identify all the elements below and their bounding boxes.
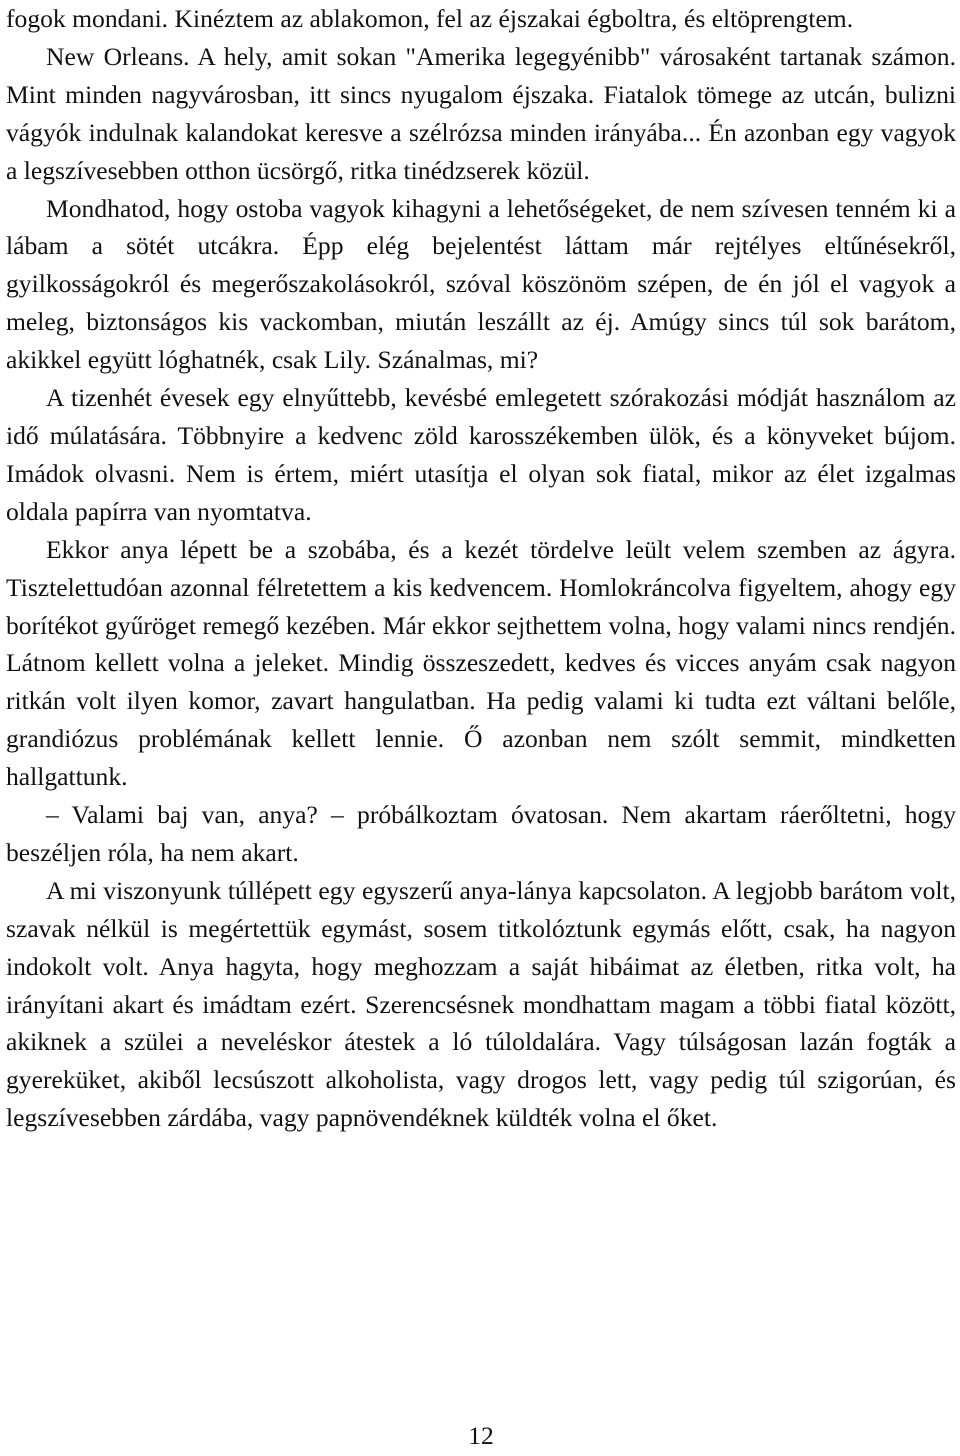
- paragraph-3: Mondhatod, hogy ostoba vagyok kihagyni a lehetőségeket, de nem szívesen tenném ki a lábam a sötét utcákra. Épp elég bejelentést láttam már rejtélyes eltűnésekről, gyilkosságokról és megerőszakolásokról, szóval köszönöm szépen, de én jól el vagyok a meleg, biztonságos kis vackomban, miután leszállt az éj. Amúgy sincs túl sok barátom, akikkel együtt lóghatnék, csak Lily. Szánalmas, mi?: [6, 193, 956, 375]
- paragraph-5: Ekkor anya lépett be a szobába, és a kezét tördelve leült velem szemben az ágyra. Tisztelettudóan azonnal félretettem a kis kedvencem. Homlokráncolva figyeltem, ahogy egy borítékot gyűröget remegő kezében. Már ekkor sejthettem volna, hogy valami nincs rendjén. Látnom kellett volna a jeleket. Mindig összeszedett, kedves és vicces anyám csak nagyon ritkán volt ilyen komor, zavart hangulatban. Ha pedig valami ki tudta ezt váltani belőle, grandiózus problémának kellett lennie. Ő azonban nem szólt semmit, mindketten hallgattunk.: [6, 534, 956, 792]
- page-number: 12: [468, 1421, 494, 1450]
- paragraph-4: A tizenhét évesek egy elnyűttebb, kevésbé emlegetett szórakozási módját használom az idő múlatására. Többnyire a kedvenc zöld karosszékemben ülök, és a könyveket bújom. Imádok olvasni. Nem is értem, miért utasítja el olyan sok fiatal, mikor az élet izgalmas oldala papírra van nyomtatva.: [6, 383, 956, 526]
- body-text: [6, 0, 956, 1137]
- paragraph-6: – Valami baj van, anya? – próbálkoztam óvatosan. Nem akartam ráerőltetni, hogy beszéljen róla, ha nem akart.: [6, 800, 956, 867]
- paragraph-2: New Orleans. A hely, amit sokan "Amerika legegyénibb" városaként tartanak számon. Mint minden nagyvárosban, itt sincs nyugalom éjszaka. Fiatalok tömege az utcán, bulizni vágyók indulnak kalandokat keresve a szélrózsa minden irányába... Én azonban egy vagyok a legszívesebben otthon ücsörgő, ritka tinédzserek közül.: [6, 41, 956, 185]
- paragraph-7: A mi viszonyunk túllépett egy egyszerű anya-lánya kapcsolaton. A legjobb barátom volt, szavak nélkül is megértettük egymást, sosem titkolóztunk egymás előtt, csak, ha nagyon indokolt volt. Anya hagyta, hogy meghozzam a saját hibáimat az életben, ritka volt, ha irányítani akart és imádtam ezért. Szerencsésnek mondhattam magam a többi fiatal között, akiknek a szülei a neveléskor átestek a ló túloldalára. Vagy túlságosan lazán fogták a gyereküket, akiből lecsúszott alkoholista, vagy drogos lett, vagy pedig túl szigorúan, és legszívesebben zárdába, vagy papnövendéknek küldték volna el őket.: [6, 875, 956, 1133]
- book-page: [6, 0, 956, 1456]
- paragraph-1: fogok mondani. Kinéztem az ablakomon, fel az éjszakai égboltra, és eltöprengtem.: [6, 4, 854, 33]
